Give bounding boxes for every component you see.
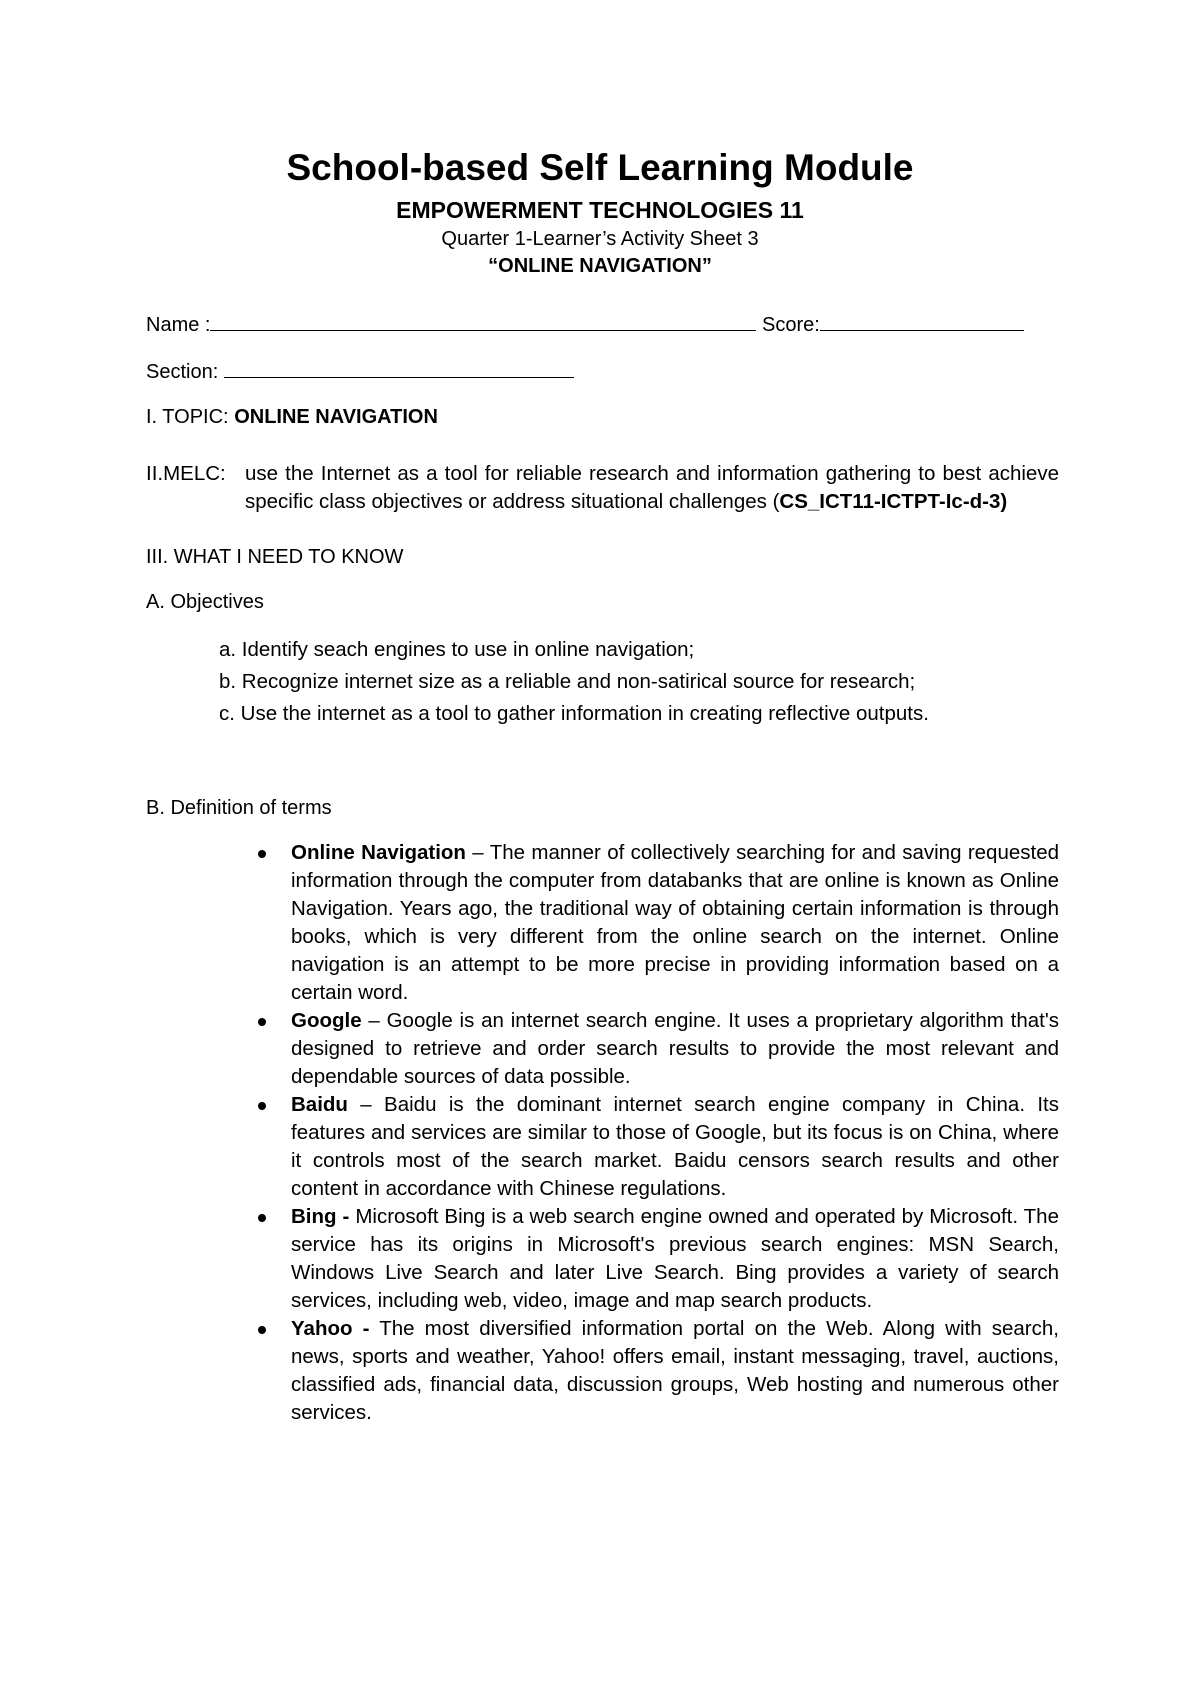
melc-code: CS_ICT11-ICTPT-Ic-d-3) — [779, 490, 1008, 513]
definition-online-navigation — [291, 839, 1059, 1007]
melc-text — [245, 460, 1059, 516]
melc-description: use the Internet as a tool for reliable research and information gathering to best achieve specific class objectives or address situational challenges ( — [245, 462, 1059, 513]
definition-text: Microsoft Bing is a web search engine owned and operated by Microsoft. The service has its origins in Microsoft's previous search engines: MSN Search, Windows Live Search and later Live Search. Bing provides a variety of search services, including web, video, image and map search products. — [291, 1205, 1059, 1312]
quarter-subtitle: Quarter 1-Learner’s Activity Sheet 3 — [441, 228, 759, 250]
definition-text: Google is an internet search engine. It uses a proprietary algorithm that's designed to retrieve and order search results to provide the most relevant and dependable sources of data possible. — [291, 1009, 1059, 1088]
section-label: Section: — [146, 361, 219, 383]
term-separator — [369, 1317, 379, 1340]
objective-item-c: c. Use the internet as a tool to gather information in creating reflective outputs. — [219, 702, 929, 725]
subject-title: EMPOWERMENT TECHNOLOGIES 11 — [396, 197, 804, 223]
module-title: School-based Self Learning Module — [286, 147, 914, 188]
definition-yahoo — [291, 1315, 1059, 1427]
objective-item-a: a. Identify seach engines to use in online navigation; — [219, 638, 695, 661]
definition-text: The most diversified information portal on the Web. Along with search, news, sports and weather, Yahoo! offers email, instant messaging, travel, auctions, classified ads, financial data, discussion groups, Web hosting and numerous other services. — [291, 1317, 1059, 1424]
what-i-need-to-know-heading: III. WHAT I NEED TO KNOW — [146, 546, 404, 568]
name-label: Name : — [146, 314, 211, 336]
definition-bing — [291, 1203, 1059, 1315]
section-field[interactable] — [224, 357, 574, 378]
definition-text: Baidu is the dominant internet search engine company in China. Its features and services are similar to those of Google, but its focus is on China, where it controls most of the search market. Baidu censors search results and other content in accordance with Chinese regulations. — [291, 1093, 1060, 1200]
term-separator: – — [361, 1009, 387, 1032]
bullet-icon — [258, 1326, 266, 1334]
term: Bing - — [291, 1205, 350, 1228]
topic-row — [146, 404, 438, 430]
topic-label: I. TOPIC: — [146, 406, 235, 428]
definitions-heading: B. Definition of terms — [146, 797, 332, 819]
bullet-icon — [258, 1102, 266, 1110]
term: Google — [291, 1009, 362, 1032]
name-score-row — [146, 310, 1024, 338]
bullet-icon — [258, 1018, 266, 1026]
melc-label: II.MELC: — [146, 462, 226, 485]
term: Yahoo - — [291, 1317, 370, 1340]
definitions-list — [291, 839, 1059, 1427]
score-label: Score: — [762, 314, 820, 336]
bullet-icon — [258, 1214, 266, 1222]
term: Baidu — [291, 1093, 348, 1116]
objective-item-b: b. Recognize internet size as a reliable and non-satirical source for research; — [219, 670, 916, 693]
name-field[interactable] — [210, 310, 756, 331]
definition-text: The manner of collectively searching for and saving requested information through the computer from databanks that are online is known as Online Navigation. Years ago, the traditional way of obtaining certain information is through books, which is very different from the online search on the internet. Online navigation is an attempt to be more precise in providing information based on a certain word. — [291, 841, 1060, 1004]
objectives-heading: A. Objectives — [146, 591, 264, 613]
activity-topic-title: “ONLINE NAVIGATION” — [488, 255, 712, 277]
term: Online Navigation — [291, 841, 466, 864]
definition-baidu — [291, 1091, 1059, 1203]
term-separator: – — [347, 1093, 385, 1116]
section-row — [146, 357, 574, 385]
topic-value: ONLINE NAVIGATION — [234, 406, 438, 428]
score-field[interactable] — [820, 310, 1024, 331]
definition-google — [291, 1007, 1059, 1091]
bullet-icon — [258, 850, 266, 858]
term-separator: – — [465, 841, 490, 864]
